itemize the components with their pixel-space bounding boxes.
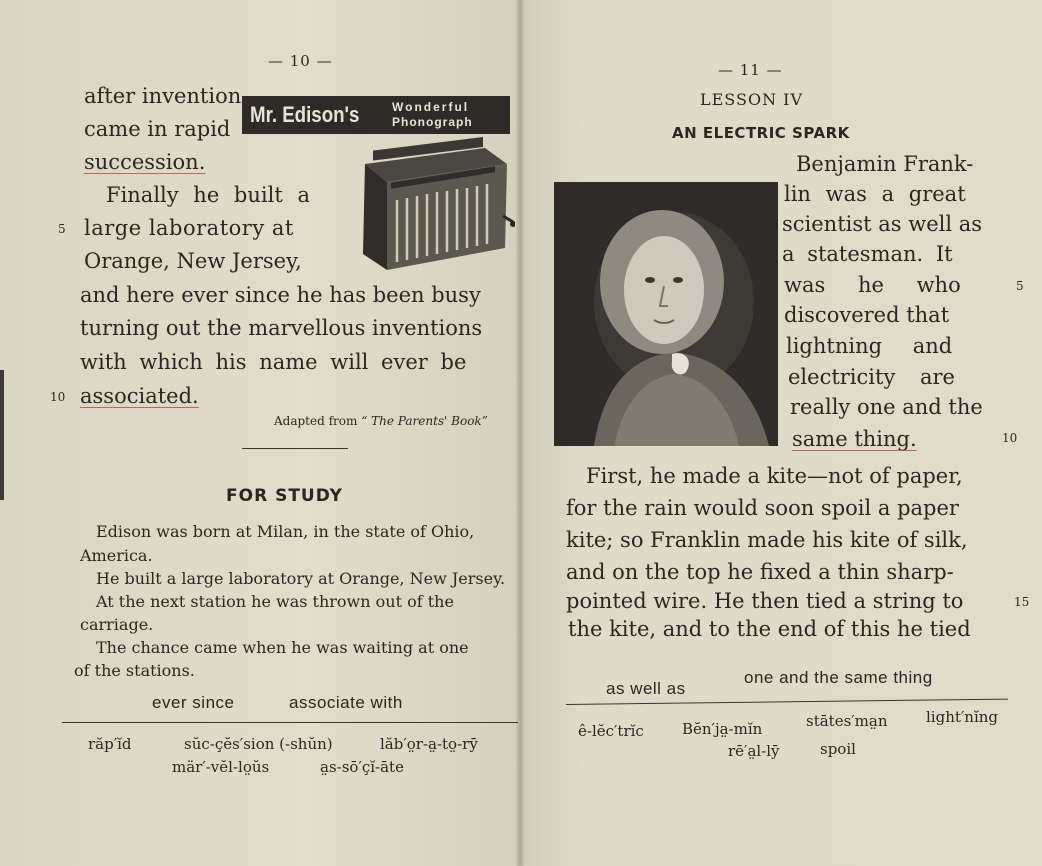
text-line: and on the top he fixed a thin sharp- xyxy=(566,560,954,584)
divider xyxy=(62,722,518,723)
pronunciation: light′nĭng xyxy=(926,708,999,726)
text-line: really one and the xyxy=(790,395,983,419)
text-line: lin was a great xyxy=(784,182,966,206)
line-number: 5 xyxy=(1016,279,1024,293)
pronunciation: rē′a̤l-lȳ xyxy=(728,742,780,760)
study-line: The chance came when he was waiting at one xyxy=(96,638,469,657)
line-number: 5 xyxy=(58,222,66,236)
ad-title: Mr. Edison's xyxy=(250,102,360,127)
text-line: pointed wire. He then tied a string to xyxy=(566,589,964,613)
source-credit xyxy=(274,414,488,428)
phrase: ever since xyxy=(152,693,235,712)
source-prefix: Adapted from xyxy=(274,414,358,428)
text-line: First, he made a kite—not of paper, xyxy=(586,464,963,488)
line-number: 15 xyxy=(1014,595,1030,609)
text-line: large laboratory at xyxy=(84,216,294,240)
pronunciation: sŭc-çĕs′sion (-shŭn) xyxy=(184,735,333,753)
text-line: succession. xyxy=(84,150,206,174)
pronunciation: ê-lĕc′trĭc xyxy=(578,722,644,740)
pronunciation: răp′ĭd xyxy=(88,735,132,753)
ad-banner xyxy=(242,96,510,134)
text-line: Orange, New Jersey, xyxy=(84,249,302,273)
text-line: turning out the marvellous inventions xyxy=(80,316,483,340)
phrase: one and the same thing xyxy=(744,668,933,687)
page-number: — 10 — xyxy=(268,52,333,70)
left-page xyxy=(0,0,520,866)
study-heading: FOR STUDY xyxy=(226,486,343,506)
text-line: scientist as well as xyxy=(782,212,983,236)
study-line: of the stations. xyxy=(74,661,195,680)
phrase: as well as xyxy=(606,679,686,698)
lesson-number: LESSON IV xyxy=(700,90,804,109)
ad-subtitle: Phonograph xyxy=(392,115,473,129)
pronunciation: lăb′o̤r-a̤-to̤-rȳ xyxy=(380,735,478,753)
text-line: associated. xyxy=(80,384,199,408)
page-edge xyxy=(0,370,4,500)
pronunciation: a̤s-sō′çĭ-āte xyxy=(320,758,404,776)
right-page xyxy=(520,0,1042,866)
portrait-icon xyxy=(554,182,778,446)
text-line: electricity are xyxy=(788,365,955,389)
text-line: and here ever since he has been busy xyxy=(80,283,481,307)
text-line: a statesman. It xyxy=(782,242,953,266)
pronunciation: spoil xyxy=(820,740,856,758)
text-line: after invention xyxy=(84,84,242,108)
text-line: same thing. xyxy=(792,427,917,451)
divider xyxy=(242,448,348,449)
ad-subtitle: Wonderful xyxy=(392,100,470,114)
study-line: carriage. xyxy=(80,615,154,634)
source-title: “ The Parents' Book” xyxy=(361,414,488,428)
pronunciation: stātes′ma̤n xyxy=(806,712,888,730)
phrase: associate with xyxy=(289,693,403,712)
pronunciation: Bĕn′ja̤-mĭn xyxy=(682,720,763,738)
pronunciation: mär′-vĕl-lo̤ŭs xyxy=(172,758,270,776)
study-line: Edison was born at Milan, in the state of Ohio, xyxy=(96,522,475,541)
text-line: was he who xyxy=(784,273,961,297)
text-line: lightning and xyxy=(786,334,953,358)
text-line: Benjamin Frank- xyxy=(796,152,974,176)
text-line: came in rapid xyxy=(84,117,231,141)
text-line: with which his name will ever be xyxy=(80,350,467,374)
page-number: — 11 — xyxy=(718,61,783,79)
text-line: discovered that xyxy=(784,303,950,327)
study-line: He built a large laboratory at Orange, New Jersey. xyxy=(96,569,506,588)
divider xyxy=(566,699,1008,705)
study-line: America. xyxy=(80,546,153,565)
book-gutter xyxy=(516,0,524,866)
phonograph-icon xyxy=(345,134,515,274)
text-line: kite; so Franklin made his kite of silk, xyxy=(566,528,968,552)
text-line: for the rain would soon spoil a paper xyxy=(566,496,959,520)
text-line: Finally he built a xyxy=(106,183,310,207)
line-number: 10 xyxy=(1002,431,1018,445)
lesson-title: AN ELECTRIC SPARK xyxy=(672,124,850,142)
study-line: At the next station he was thrown out of the xyxy=(96,592,454,611)
line-number: 10 xyxy=(50,390,66,404)
text-line: the kite, and to the end of this he tied xyxy=(568,617,971,641)
